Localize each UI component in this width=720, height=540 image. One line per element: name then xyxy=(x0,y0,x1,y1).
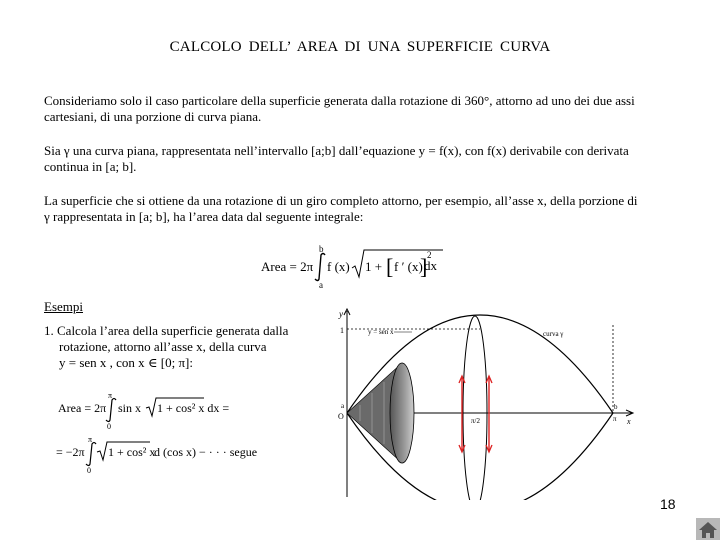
y-axis-label: y xyxy=(339,309,343,319)
surface-area-paragraph: La superficie che si ottiene da una rotazione di un giro completo attorno, per esempio, all’asse x, della porzione di γ rappresentata in [a; b], ha l’area data dal seguente integrale: xyxy=(44,193,638,224)
home-nav-icon[interactable] xyxy=(696,518,720,540)
ex-formula1-lhs: Area = 2π xyxy=(58,401,107,415)
formula-dx: dx xyxy=(424,258,437,273)
one-label: 1 xyxy=(340,326,344,335)
ex-formula1-lower: 0 xyxy=(107,422,111,431)
ex-formula2-sqrt-body: 1 + cos² x xyxy=(108,445,156,459)
pi-half-label: π/2 xyxy=(471,417,480,425)
main-formula xyxy=(255,243,445,291)
curve-gamma-label: curva γ xyxy=(543,330,564,338)
example-formula-1 xyxy=(54,390,234,432)
ex-formula2-upper: π xyxy=(88,435,93,444)
ex-formula1-integrand: sin x xyxy=(118,401,142,415)
integral-lower-limit: a xyxy=(319,280,323,290)
example-1-line-1: 1. Calcola l’area della superficie generata dalla xyxy=(44,323,289,338)
origin-label: O xyxy=(338,412,344,421)
example-1-line-3: y = sen x , con x ∈ [0; π]: xyxy=(59,355,193,370)
x-axis-label: x xyxy=(627,417,631,426)
curve-equation-label: y = sen x xyxy=(368,328,394,336)
mid-section-ellipse xyxy=(463,316,487,500)
integrand-f: f (x) xyxy=(327,259,350,274)
page-title: CALCOLO DELL’ AREA DI UNA SUPERFICIE CURVA xyxy=(169,39,551,55)
sqrt-one-plus: 1 + xyxy=(365,259,383,274)
inner-derivative: f ′ (x) xyxy=(394,259,423,274)
a-label: a xyxy=(341,402,345,410)
bracket-left: [ xyxy=(386,254,394,279)
example-1-line-2: rotazione, attorno all’asse x, della curva xyxy=(59,339,267,354)
page-number: 18 xyxy=(660,496,676,512)
example-1-text xyxy=(44,323,314,371)
intro-paragraph: Consideriamo solo il caso particolare della superficie generata dalla rotazione di 360°, attorno ad uno dei due assi cartesiani, di una porzione di curva piana. xyxy=(44,93,635,124)
exponent-two: 2 xyxy=(427,250,432,260)
example-formula-2 xyxy=(54,434,274,476)
b-label: b xyxy=(614,403,618,411)
formula-lhs: Area = 2π xyxy=(261,259,314,274)
ex-formula2-lower: 0 xyxy=(87,466,91,475)
ex-formula1-upper: π xyxy=(108,391,113,400)
curve-definition-paragraph: Sia γ una curva piana, rappresentata nell’intervallo [a;b] dall’equazione y = f(x), con f(x) derivabile con derivata continua in [a; b]. xyxy=(44,143,629,174)
rotation-graph xyxy=(330,305,640,500)
ex-formula1-sqrt-body: 1 + cos² x dx = xyxy=(157,401,230,415)
ex-formula2-rest: d (cos x) − · · · segue xyxy=(154,445,258,459)
bracket-right: ] xyxy=(420,254,428,279)
shaded-disk xyxy=(390,363,414,463)
ex-formula2-lhs: = −2π xyxy=(56,445,85,459)
ex-formula2-integral xyxy=(86,443,96,466)
pi-label: π xyxy=(613,415,617,423)
integral-upper-limit: b xyxy=(319,244,324,254)
integral-sign xyxy=(315,254,325,281)
examples-heading: Esempi xyxy=(44,299,83,314)
ex-formula1-integral xyxy=(106,399,116,422)
